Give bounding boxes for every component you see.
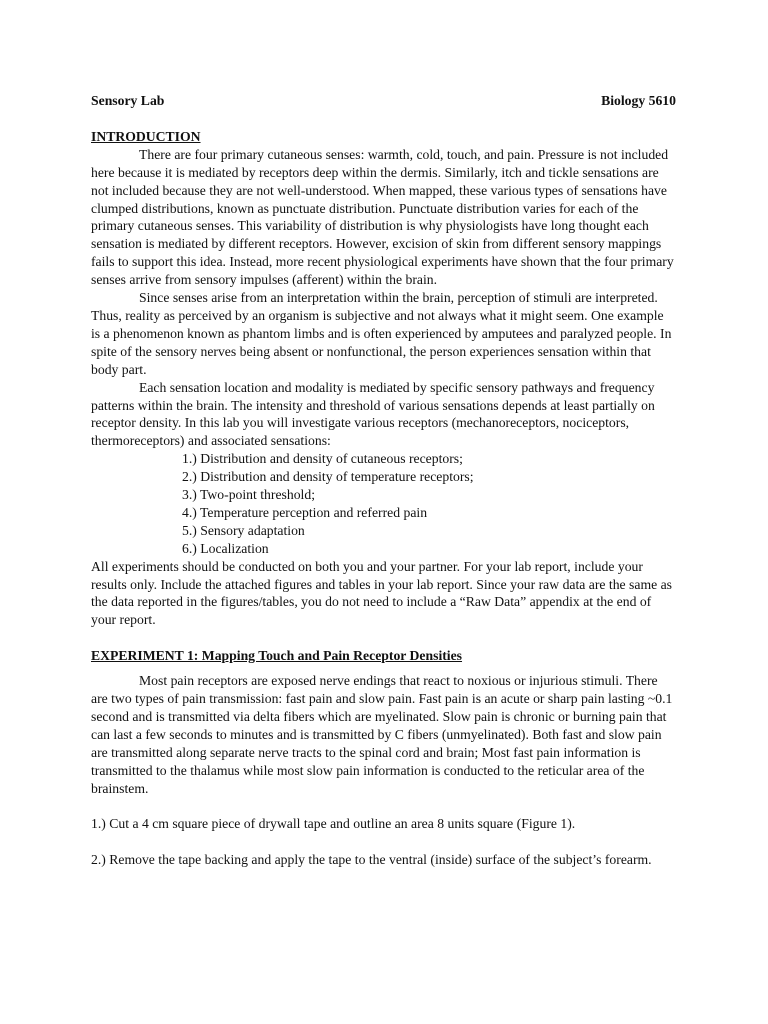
intro-closing-paragraph: All experiments should be conducted on both you and your partner. For your lab report, include your results only. Include the attached figures and tables in your lab report. Since your raw data are the same as the data reported in the figures/tables, you do not need to include a “Raw Data” appendix at the end of your report. xyxy=(91,558,673,628)
experiment-1-paragraph: Most pain receptors are exposed nerve endings that react to noxious or injurious stimuli. There are two types of pain transmission: fast pain and slow pain. Fast pain is an acute or sharp pain lasting ~0.1 second and is transmitted via delta fibers which are myelinated. Slow pain is chronic or burning pain that can last a few seconds to minutes and is transmitted by C fibers (unmyelinated). Both fast and slow pain are transmitted along separate nerve tracts to the spinal cord and brain; Most fast pain information is transmitted to the thalamus while most slow pain information is conducted to the reticular area of the brainstem. xyxy=(91,673,673,796)
list-item: 4.) Temperature perception and referred pain xyxy=(182,504,428,520)
list-item: 6.) Localization xyxy=(182,540,269,556)
intro-paragraph-1: There are four primary cutaneous senses: warmth, cold, touch, and pain. Pressure is not included here because it is mediated by receptors deep within the dermis. Similarly, itch and tickle sensations are not included because they are not well-understood. When mapped, these various types of sensations have clumped distributions, known as punctuate distribution. Punctuate distribution varies for each of the primary cutaneous senses. This variability of distribution is why physiologists have long thought each sensation is mediated by different receptors. However, excision of skin from different sensory mappings fails to support this idea. Instead, more recent physiological experiments have shown that the four primary senses arrive from sensory impulses (afferent) within the brain. xyxy=(91,146,674,288)
list-item: 1.) Distribution and density of cutaneous receptors; xyxy=(182,451,463,467)
course-number: Biology 5610 xyxy=(601,93,676,108)
experiment-1-heading: EXPERIMENT 1: Mapping Touch and Pain Receptor Densities xyxy=(91,648,463,664)
lab-title: Sensory Lab xyxy=(91,93,165,108)
list-item: 2.) Distribution and density of temperature receptors; xyxy=(182,469,474,485)
list-item: 5.) Sensory adaptation xyxy=(182,522,305,538)
intro-paragraph-2: Since senses arise from an interpretation within the brain, perception of stimuli are interpreted. Thus, reality as perceived by an organism is subjective and not always what it might seem. One example is a phenomenon known as phantom limbs and is often experienced by amputees and paralyzed people. In spite of the sensory nerves being absent or nonfunctional, the person experiences sensation within that body part. xyxy=(91,290,672,377)
intro-paragraph-3: Each sensation location and modality is mediated by specific sensory pathways and frequency patterns within the brain. The intensity and threshold of various sensations depends at least partially on receptor density. In this lab you will investigate various receptors (mechanoreceptors, nociceptors, thermoreceptors) and associated sensations: xyxy=(91,379,655,449)
investigation-list xyxy=(91,450,676,557)
experiment-1-step-2: 2.) Remove the tape backing and apply the tape to the ventral (inside) surface of the subject’s forearm. xyxy=(91,852,652,868)
list-item: 3.) Two-point threshold; xyxy=(182,487,315,503)
introduction-heading: INTRODUCTION xyxy=(91,128,201,144)
experiment-1-step-1: 1.) Cut a 4 cm square piece of drywall tape and outline an area 8 units square (Figure 1). xyxy=(91,816,576,832)
document-header xyxy=(91,92,676,110)
